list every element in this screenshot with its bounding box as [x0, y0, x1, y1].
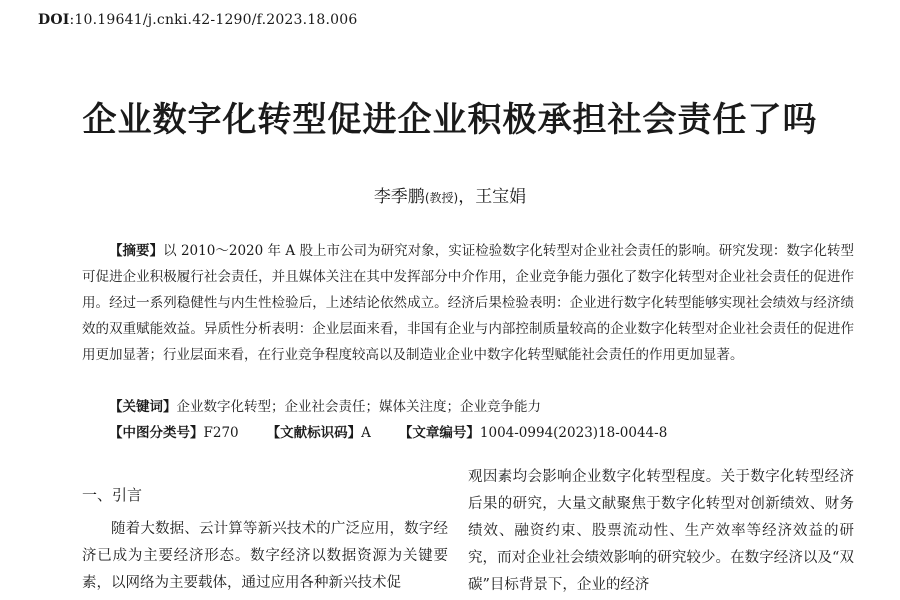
- abstract-text: 以 2010～2020 年 A 股上市公司为研究对象，实证检验数字化转型对企业社会责任的影响。研究发现：数字化转型可促进企业积极履行社会责任，并且媒体关注在其中发挥部分中介作用，企业竞争能力强化了数字化转型对企业社会责任的促进作用。经过一系列稳健性与内生性检验后，上述结论依然成立。经济后果检验表明：企业进行数字化转型能够实现社会绩效与经济绩效的双重赋能效益。异质性分析表明：企业层面来看，非国有企业与内部控制质量较高的企业数字化转型对企业社会责任的促进作用更加显著；行业层面来看，在行业竞争程度较高以及制造业企业中数字化转型赋能社会责任的作用更加显著。: [82, 243, 854, 363]
- doc-code-value: A: [361, 425, 371, 441]
- clc-label: 【中图分类号】: [109, 425, 204, 441]
- doi-label: DOI: [38, 12, 70, 28]
- keywords: [82, 394, 854, 420]
- article-no-value: 1004-0994(2023)18-0044-8: [479, 425, 668, 441]
- paper-title: 企业数字化转型促进企业积极承担社会责任了吗: [82, 100, 818, 140]
- classification-row: [82, 420, 854, 446]
- clc-value: F270: [203, 425, 239, 441]
- doi-value: :10.19641/j.cnki.42-1290/f.2023.18.006: [69, 12, 358, 28]
- abstract: [82, 238, 854, 368]
- author-separator: ，: [458, 187, 476, 207]
- doc-code-label: 【文献标识码】: [266, 425, 362, 441]
- keywords-label: 【关键词】: [109, 399, 177, 415]
- keywords-text: 企业数字化转型；企业社会责任；媒体关注度；企业竞争能力: [176, 399, 541, 415]
- doi-line: [38, 12, 357, 28]
- author-name: 王宝娟: [475, 187, 527, 207]
- author-name: 李季鹏: [373, 187, 425, 207]
- abstract-label: 【摘要】: [109, 243, 164, 259]
- article-no-label: 【文章编号】: [398, 425, 480, 441]
- section-heading: 一、引言: [82, 486, 143, 504]
- author-line: [0, 182, 900, 207]
- body-left-column: 随着大数据、云计算等新兴技术的广泛应用，数字经济已成为主要经济形态。数字经济以数据资源为关键要素，以网络为主要载体，通过应用各种新兴技术促: [82, 521, 448, 591]
- body-right-column: 观因素均会影响企业数字化转型程度。关于数字化转型经济后果的研究，大量文献聚焦于数字化转型对创新绩效、财务绩效、融资约束、股票流动性、生产效率等经济效益的研究，而对企业社会绩效影响的研究较少。在数字经济以及“双碳”目标背景下，企业的经济: [468, 469, 854, 593]
- author-role: (教授): [424, 191, 459, 205]
